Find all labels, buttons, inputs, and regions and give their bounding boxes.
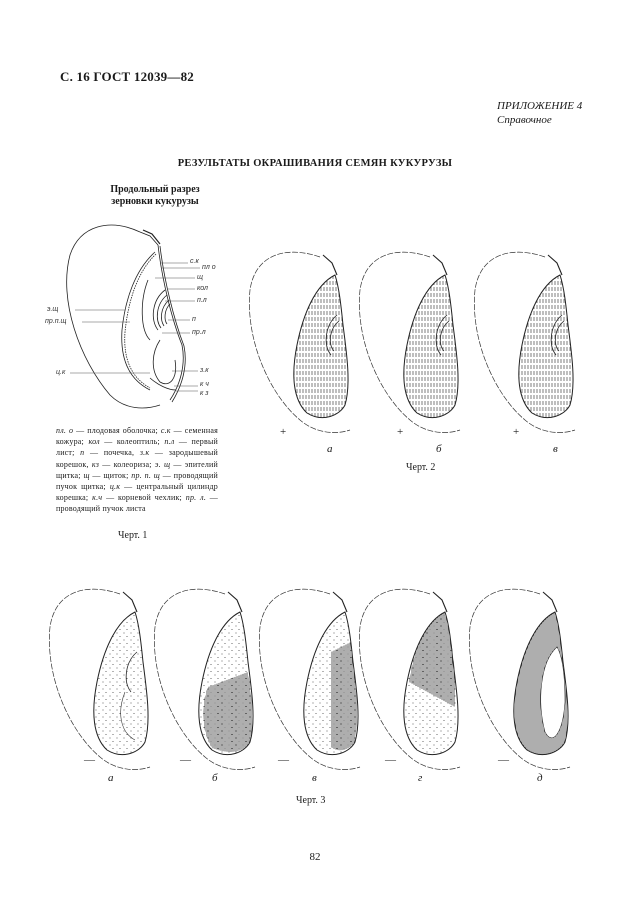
figure2-sign-a: + (280, 426, 287, 438)
legend-item: к.ч — корневой чехлик; (92, 493, 182, 503)
label-prl: пр.л (192, 329, 206, 336)
figure3-sign-d: — (498, 754, 509, 766)
figure2-panel-b (355, 245, 470, 445)
figure3-sign-b: — (180, 754, 191, 766)
figure2-panel-a (245, 245, 360, 445)
figure2-panel-v (470, 245, 585, 445)
figure2-letter-a: а (327, 443, 333, 455)
figure1-subtitle-line2: зерновки кукурузы (111, 196, 199, 207)
figure3-panel-a (45, 582, 155, 777)
figure3-sign-a: — (84, 754, 95, 766)
figure3-panel-b (150, 582, 260, 777)
figure3-letter-v: в (312, 772, 317, 784)
legend-item: кз — колеориза; (91, 459, 152, 469)
figure3-sign-g: — (385, 754, 396, 766)
label-p: п (192, 316, 196, 323)
legend-item: ц.к — центральный цилиндр корешка; (56, 482, 218, 503)
figure3-letter-b: б (212, 772, 218, 784)
label-prpshch: пр.п.щ (45, 318, 67, 325)
legend-item: с.к — семенная кожура; (56, 426, 219, 447)
figure3-letter-g: г (418, 772, 423, 784)
label-pl: п.л (197, 297, 207, 304)
legend-item: пл. о — плодовая оболочка; (56, 426, 158, 435)
figure3-letter-d: д (537, 772, 543, 784)
legend-item: з.к — зародышевый корешок, (56, 448, 219, 469)
figure2-caption: Черт. 2 (406, 462, 436, 473)
figure2-sign-b: + (397, 426, 404, 438)
legend-item: пр. л. — проводящий пучок листа (56, 493, 219, 514)
appendix-note: Справочное (497, 114, 552, 126)
figure3-letter-a: а (108, 772, 114, 784)
page-number: 82 (309, 851, 321, 863)
legend-item: п — почечка, (80, 448, 135, 458)
figure1-legend (56, 425, 218, 515)
label-plo: пл о (202, 264, 216, 271)
label-kz: к з (200, 390, 209, 397)
legend-item: кол — колеоптиль; (88, 437, 160, 447)
label-eshch: э.щ (47, 306, 59, 313)
label-kch: к ч (200, 381, 209, 388)
legend-item: пр. п. щ — проводящий пучок щитка; (56, 470, 218, 492)
figure2-letter-v: в (553, 443, 558, 455)
legend-item: э. щ — эпителий щитка; (56, 459, 218, 480)
document-header: С. 16 ГОСТ 12039—82 (60, 69, 194, 84)
legend-item: щ — щиток; (83, 470, 129, 480)
figure1-caption: Черт. 1 (118, 530, 148, 541)
label-kol: кол (197, 285, 208, 292)
figure2-sign-v: + (513, 426, 520, 438)
figure3-panel-v (255, 582, 365, 777)
figure3-panel-g (355, 582, 465, 777)
appendix-label (497, 99, 582, 127)
figure2-letter-b: б (436, 443, 442, 455)
figure3-caption: Черт. 3 (296, 795, 326, 806)
page-title: РЕЗУЛЬТАТЫ ОКРАШИВАНИЯ СЕМЯН КУКУРУЗЫ (177, 158, 453, 169)
figure3-panel-d (465, 582, 575, 777)
appendix-number: ПРИЛОЖЕНИЕ 4 (497, 100, 583, 112)
legend-item: п.л — первый лист; (56, 437, 219, 458)
label-shch: щ (197, 274, 203, 281)
figure3-sign-v: — (278, 754, 289, 766)
label-tsk: ц.к (56, 369, 66, 376)
figure1-subtitle-line1: Продольный разрез (110, 184, 200, 195)
label-zk: з.к (200, 367, 209, 374)
label-sk: с.к (190, 258, 199, 265)
figure1-subtitle (95, 184, 215, 208)
